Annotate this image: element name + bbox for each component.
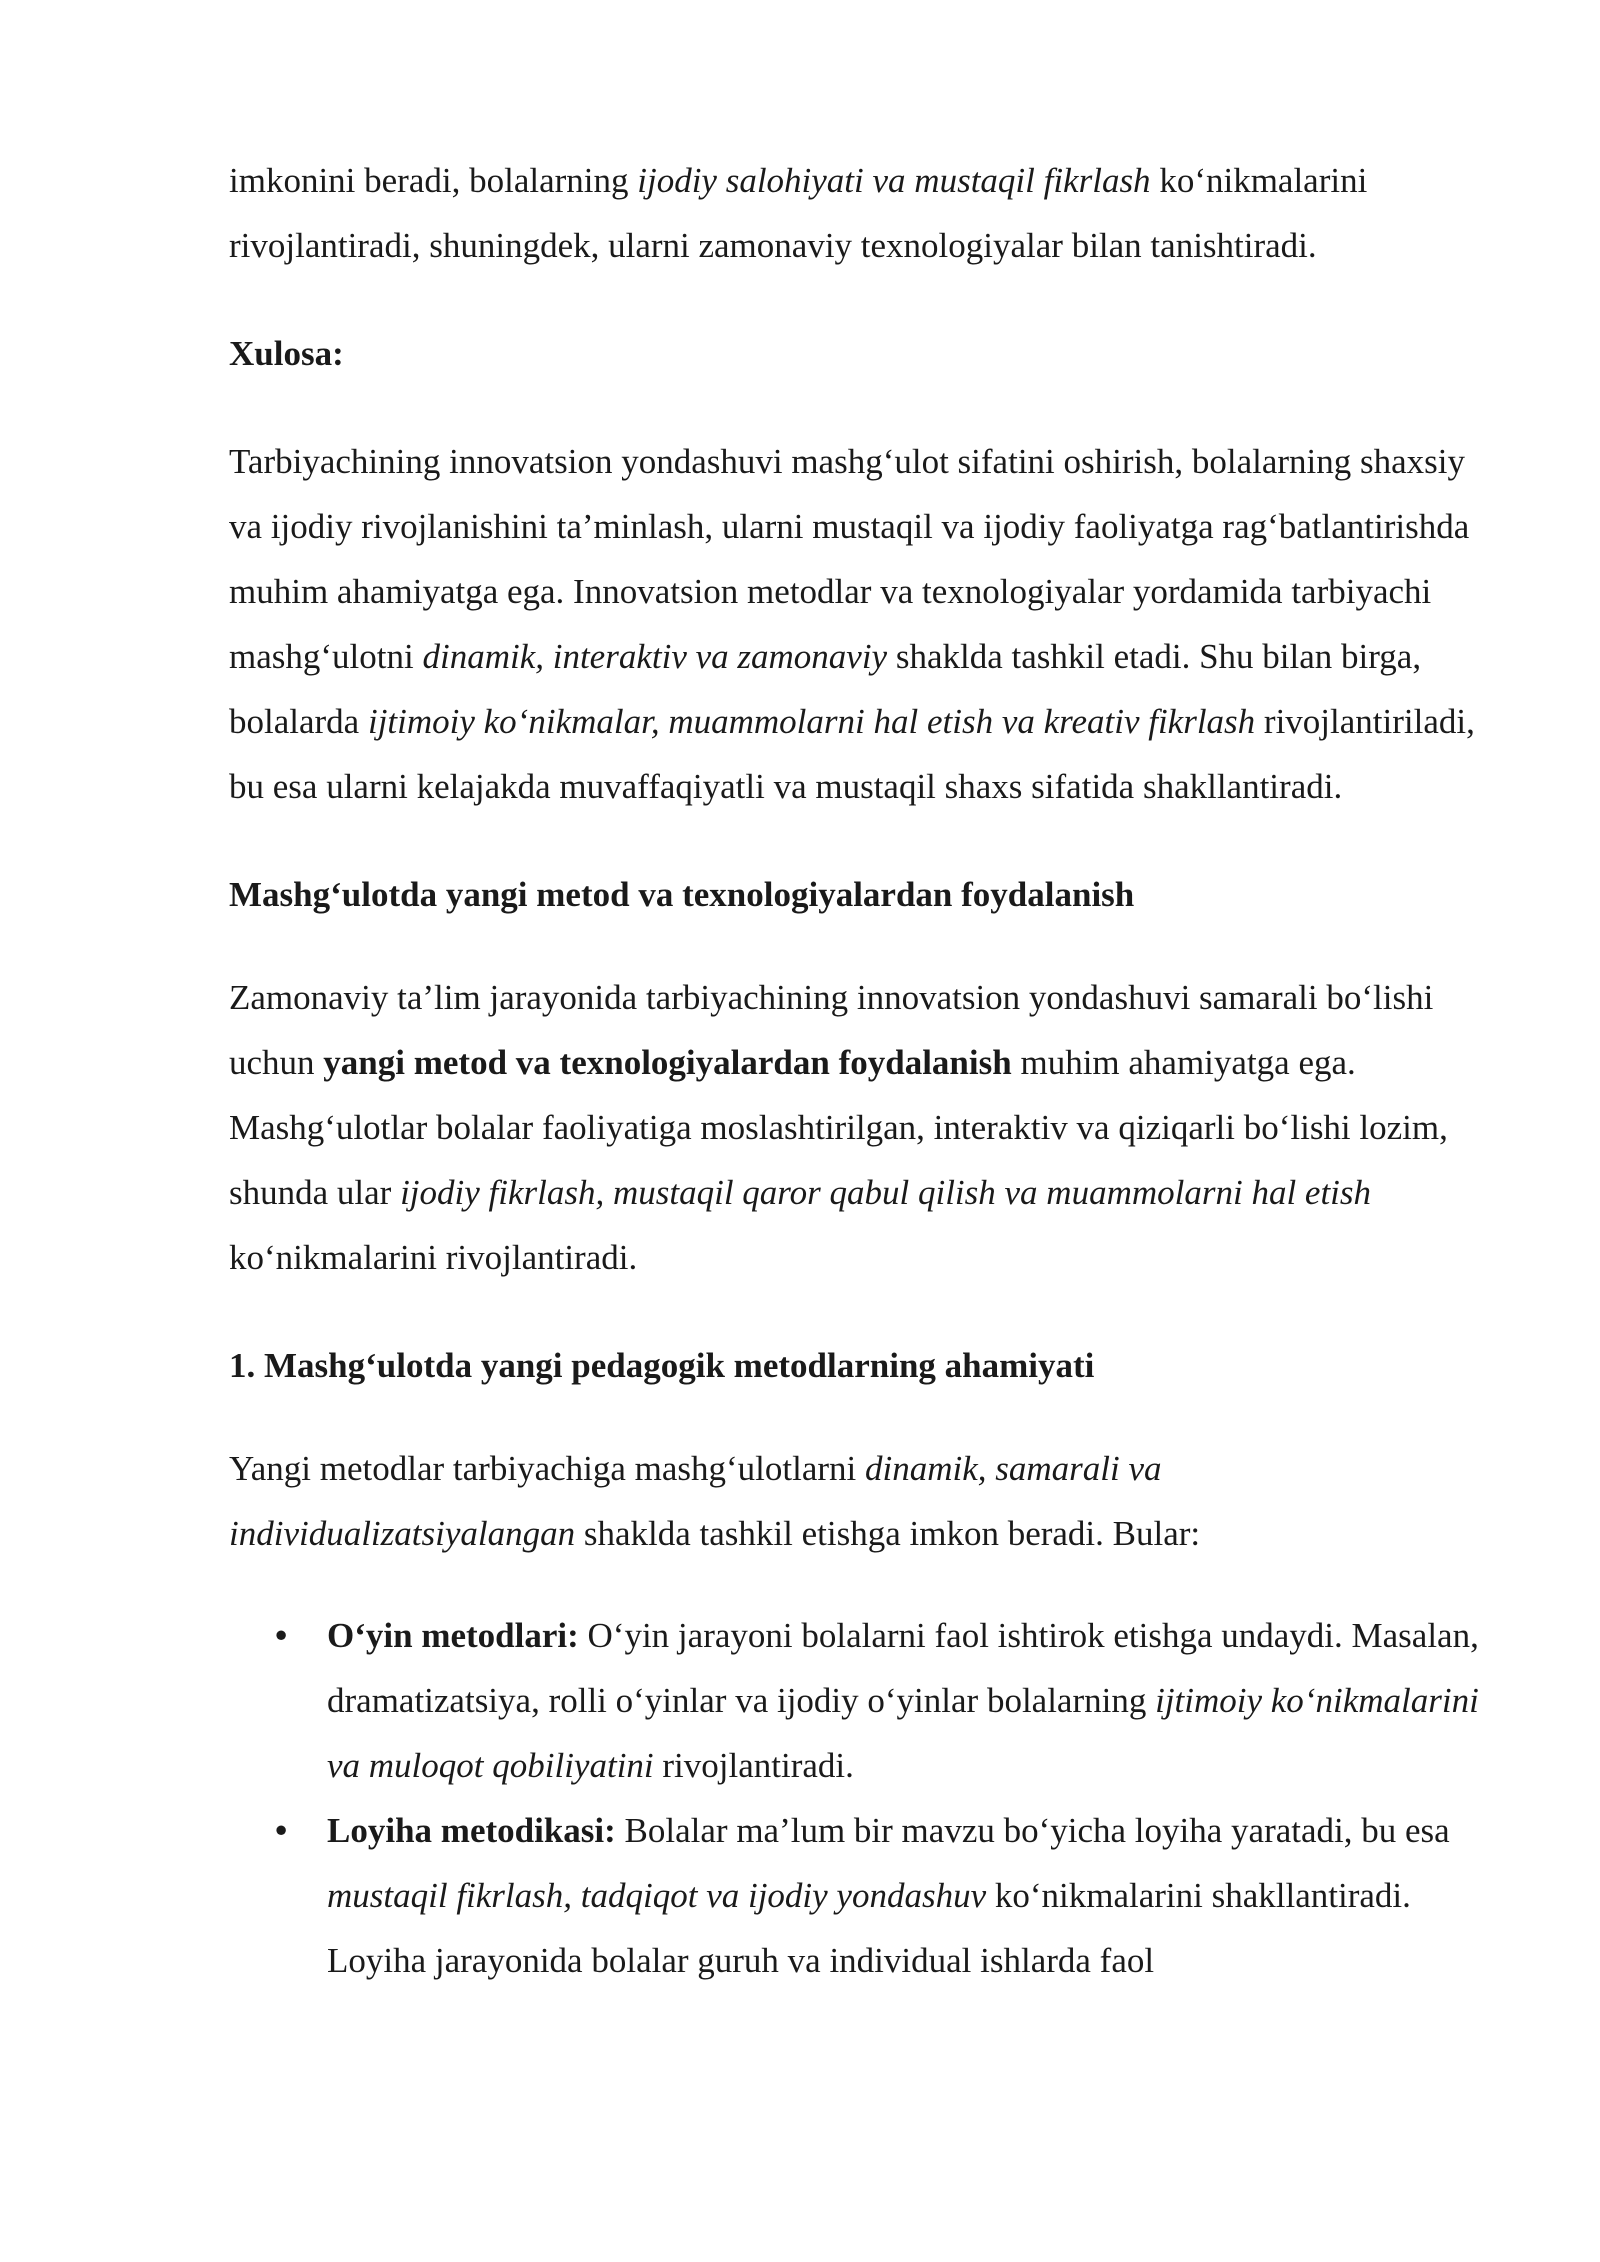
- list-item-text-a: O‘yin jarayoni bolalarni faol ishtirok etishga undaydi. Masalan, dramatizatsiya, rolli o‘yinlar va ijodiy o‘yinlar bolalarning: [327, 1616, 1479, 1720]
- list-item-text-a: Bolalar ma’lum bir mavzu bo‘yicha loyiha yaratadi, bu esa: [615, 1811, 1450, 1850]
- metod-paragraph: [229, 965, 1489, 1290]
- bullet-icon: •: [275, 1616, 288, 1655]
- intro-text-c: ko‘nikmalarini rivojlantiradi, shuningdek, ularni zamonaviy texnologiyalar bilan tanishtiradi.: [229, 161, 1368, 265]
- xulosa-text-c: shaklda tashkil etadi. Shu bilan birga, bolalarda: [229, 637, 1422, 741]
- heading-xulosa: Xulosa:: [229, 334, 344, 373]
- heading-metod: Mashg‘ulotda yangi metod va texnologiyalardan foydalanish: [229, 875, 1135, 914]
- xulosa-text-a: Tarbiyachining innovatsion yondashuvi mashg‘ulot sifatini oshirish, bolalarning shaxsiy va ijodiy rivojlanishini ta’minlash, ularni mustaqil va ijodiy faoliyatga rag‘batlantirishda muhim ahamiyatga ega. Innovatsion metodlar va texnologiyalar yordamida tarbiyachi mashg‘ulotni: [229, 442, 1470, 676]
- intro-text-italic: ijodiy salohiyati va mustaqil fikrlash: [637, 161, 1151, 200]
- ahamiyat-text-c: shaklda tashkil etishga imkon beradi. Bular:: [575, 1514, 1201, 1553]
- list-item-text-italic: mustaqil fikrlash, tadqiqot va ijodiy yondashuv: [327, 1876, 987, 1915]
- ahamiyat-text-a: Yangi metodlar tarbiyachiga mashg‘ulotlarni: [229, 1449, 866, 1488]
- intro-text-a: imkonini beradi, bolalarning: [229, 161, 638, 200]
- heading-ahamiyat: 1. Mashg‘ulotda yangi pedagogik metodlarning ahamiyati: [229, 1346, 1095, 1385]
- list-item-loyiha-metodikasi: [229, 1798, 1489, 1993]
- xulosa-text-italic-2: ijtimoiy ko‘nikmalar, muammolarni hal etish va kreativ fikrlash: [367, 702, 1256, 741]
- metod-text-c: muhim ahamiyatga ega. Mashg‘ulotlar bolalar faoliyatiga moslashtirilgan, interaktiv va qiziqarli bo‘lishi lozim, shunda ular: [229, 1043, 1448, 1212]
- bullet-icon: •: [275, 1811, 288, 1850]
- intro-paragraph: [229, 148, 1489, 278]
- ahamiyat-text-italic: dinamik, samarali va individualizatsiyalangan: [229, 1449, 1162, 1553]
- document-page: [229, 148, 1489, 1993]
- metod-text-e: ko‘nikmalarini rivojlantiradi.: [229, 1238, 638, 1277]
- xulosa-paragraph: [229, 429, 1489, 819]
- metod-text-a: Zamonaviy ta’lim jarayonida tarbiyachining innovatsion yondashuvi samarali bo‘lishi uchun: [229, 978, 1434, 1082]
- xulosa-text-italic-1: dinamik, interaktiv va zamonaviy: [422, 637, 888, 676]
- metod-text-bold: yangi metod va texnologiyalardan foydalanish: [323, 1043, 1012, 1082]
- ahamiyat-paragraph: [229, 1436, 1489, 1566]
- list-item-text-c: rivojlantiradi.: [653, 1746, 854, 1785]
- xulosa-text-e: rivojlantiriladi, bu esa ularni kelajakda muvaffaqiyatli va mustaqil shaxs sifatida shakllantiradi.: [229, 702, 1475, 806]
- list-item-text-c: ko‘nikmalarini shakllantiradi. Loyiha jarayonida bolalar guruh va individual ishlarda faol: [327, 1876, 1411, 1980]
- list-item-oyin-metodlari: [229, 1603, 1489, 1798]
- methods-list: [229, 1603, 1489, 1993]
- list-item-label: Loyiha metodikasi:: [327, 1811, 616, 1850]
- list-item-text-italic: ijtimoiy ko‘nikmalarini va muloqot qobiliyatini: [327, 1681, 1479, 1785]
- metod-text-italic: ijodiy fikrlash, mustaqil qaror qabul qilish va muammolarni hal etish: [400, 1173, 1372, 1212]
- list-item-label: O‘yin metodlari:: [327, 1616, 579, 1655]
